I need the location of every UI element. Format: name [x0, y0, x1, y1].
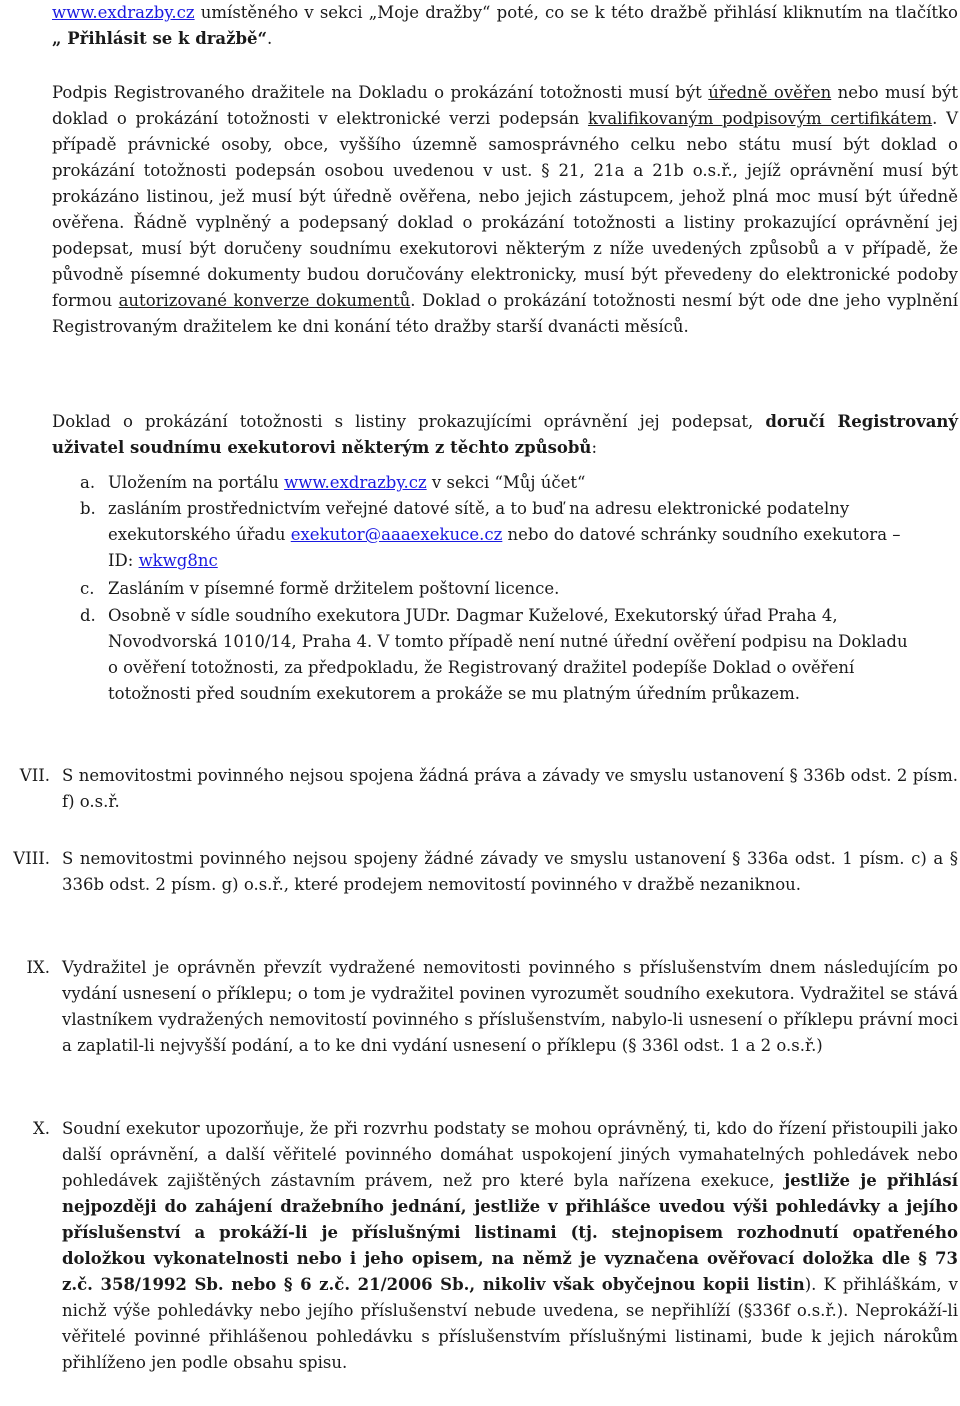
delivery-bold: doručí Registrovaný uživatel soudnímu exekutorovi některým z těchto způsobů: [52, 412, 958, 457]
item-label: a.: [80, 473, 96, 492]
qualified-certificate: kvalifikovaným podpisovým certifikátem: [588, 109, 933, 128]
databox-id-link[interactable]: wkwg8nc: [138, 551, 218, 570]
section-text: S nemovitostmi povinného nejsou spojeny žádné závady ve smyslu ustanovení § 336a odst. 1 písm. c) a § 336b odst. 2 písm. g) o.s.ř., které prodejem nemovitostí povinného v dražbě nezaniknou.: [62, 849, 958, 894]
section-number: IX.: [26, 958, 50, 977]
section-text: Vydražitel je oprávněn převzít vydražené nemovitosti povinného s příslušenstvím dnem následujícím po vydání usnesení o příklepu; o tom je vydražitel povinen vyrozumět soudního exekutora. Vydražitel se stává vlastníkem vydražených nemovitostí povinného s příslušenstvím, nabylo-li usnesení o příklepu právní moci a zaplatil-li nejvyšší podání, a to ke dni vydání usnesení o příklepu (§ 336l odst. 1 a 2 o.s.ř.): [62, 958, 958, 1055]
officially-verified: úředně ověřen: [708, 83, 832, 102]
email-link[interactable]: exekutor@aaaexekuce.cz: [290, 525, 503, 544]
item-label: c.: [80, 579, 95, 598]
exdrazby-link[interactable]: www.exdrazby.cz: [52, 3, 195, 22]
section-text: S nemovitostmi povinného nejsou spojena žádná práva a závady ve smyslu ustanovení § 336b odst. 2 písm. f) o.s.ř.: [62, 766, 958, 811]
delivery-paragraph: Doklad o prokázání totožnosti s listiny prokazujícími oprávnění jej podepsat, doručí Registrovaný uživatel soudnímu exekutorovi některým z těchto způsobů:: [52, 412, 958, 457]
section-x-bold: jestliže je přihlásí nejpozději do zahájení dražebního jednání, jestliže v přihlášce uvedou výši pohledávky a jejího příslušenství a prokáží-li je příslušnými listinami (tj. stejnopisem rozhodnutí opatřeného doložkou vykonatelnosti nebo i jeho opisem, na němž je vyznačena ověřovací doložka dle § 73 z.č. 358/1992 Sb. nebo § 6 z.č. 21/2006 Sb., nikoliv však obyčejnou kopii listin: [62, 1171, 958, 1294]
section-number: X.: [33, 1119, 50, 1138]
intro-text: umístěného v sekci „Moje dražby“ poté, co se k této dražbě přihlásí kliknutím na tlačítko: [194, 3, 958, 22]
login-button-name: „ Přihlásit se k dražbě“: [52, 29, 268, 48]
section-text: Soudní exekutor upozorňuje, že při rozvrhu podstaty se mohou oprávněný, ti, kdo do řízení přistoupili jako další oprávnění, a další věřitelé povinného domáhat uspokojení jiných vymahatelných pohledávek nebo pohledávek zajištěných zástavním právem, než pro které byla nařízena exekuce, jestliže je přihlásí nejpozději do zahájení dražebního jednání, jestliže v přihlášce uvedou výši pohledávky a jejího příslušenství a prokáží-li je příslušnými listinami (tj. stejnopisem rozhodnutí opatřeného doložkou vykonatelnosti nebo i jeho opisem, na němž je vyznačena ověřovací doložka dle § 73 z.č. 358/1992 Sb. nebo § 6 z.č. 21/2006 Sb., nikoliv však obyčejnou kopii listin). K přihláškám, v nichž výše pohledávky nebo jejího příslušenství nebude uvedena, se nepřihlíží (§336f o.s.ř.). Neprokáží-li věřitelé povinné přihlášenou pohledávku s příslušenstvím příslušnými listinami, bude k jejich nárokům přihlíženo jen podle obsahu spisu.: [62, 1119, 958, 1372]
section-number: VIII.: [13, 849, 50, 868]
section-number: VII.: [19, 766, 50, 785]
signature-paragraph: Podpis Registrovaného dražitele na Dokladu o prokázání totožnosti musí být úředně ověřen nebo musí být doklad o prokázání totožnosti v elektronické verzi podepsán kvalifikovaným podpisovým certifikátem. V případě právnické osoby, obce, vyššího územně samosprávného celku nebo státu musí být doklad o prokázání totožnosti podepsán osobou uvedenou v ust. § 21, 21a a 21b o.s.ř., jejíž oprávnění musí být prokázáno listinou, jež musí být úředně ověřena, nebo jejich zástupcem, jehož plná moc musí být úředně ověřena. Řádně vyplněný a podepsaný doklad o prokázání totožnosti a listiny prokazující oprávnění jej podepsat, musí být doručeny soudnímu exekutorovi některým z níže uvedených způsobů a v případě, že původně písemné dokumenty budou doručovány elektronicky, musí být převedeny do elektronické podoby formou autorizované konverze dokumentů. Doklad o prokázání totožnosti nesmí být ode dne jeho vyplnění Registrovaným dražitelem ke dni konání této dražby starší dvanácti měsíců.: [52, 83, 958, 336]
portal-link[interactable]: www.exdrazby.cz: [284, 473, 427, 492]
intro-paragraph: www.exdrazby.cz umístěného v sekci „Moje dražby“ poté, co se k této dražbě přihlásí kliknutím na tlačítko „ Přihlásit se k dražbě“.: [52, 3, 958, 48]
item-label: b.: [80, 499, 96, 518]
item-label: d.: [80, 606, 96, 625]
authorized-conversion: autorizované konverze dokumentů: [118, 291, 411, 310]
